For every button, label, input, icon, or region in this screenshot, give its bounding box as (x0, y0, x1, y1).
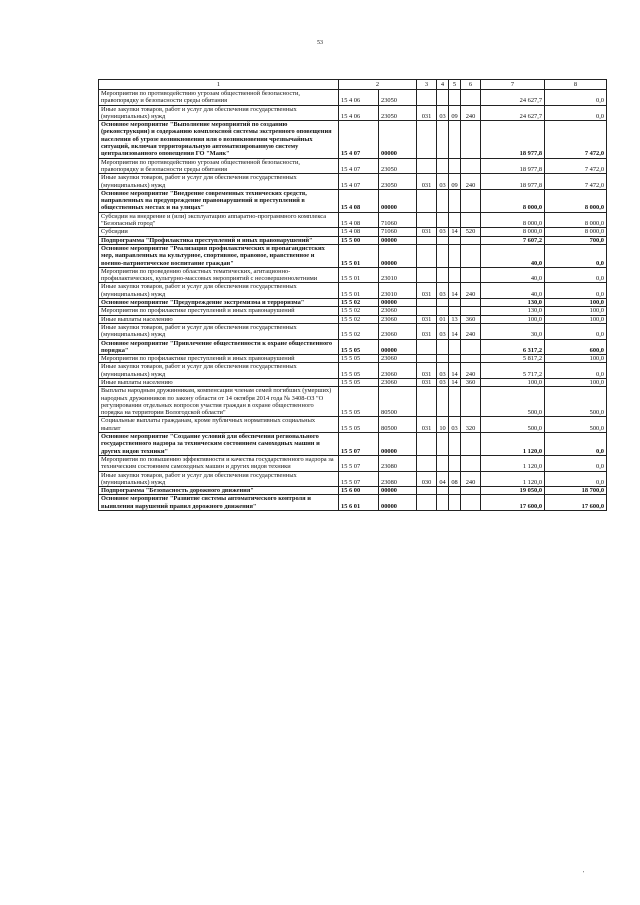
cell-c7: 100,0 (481, 378, 545, 386)
table-row (99, 323, 607, 339)
cell-c3 (417, 121, 437, 158)
cell-c4 (437, 433, 449, 456)
cell-c3 (417, 355, 437, 363)
cell-name: Основное мероприятие "Предупреждение экстремизма и терроризма" (99, 299, 339, 307)
cell-c5 (449, 158, 461, 174)
cell-num: 23050 (379, 90, 417, 106)
header-cell: 6 (461, 80, 481, 90)
cell-c8: 100,0 (545, 307, 607, 315)
cell-name: Мероприятия по профилактике преступлений и иных правонарушений (99, 355, 339, 363)
cell-c4 (437, 299, 449, 307)
cell-code: 15 5 05 (339, 363, 379, 379)
cell-c6 (461, 90, 481, 106)
cell-c4 (437, 487, 449, 495)
cell-c5: 13 (449, 315, 461, 323)
cell-c7: 130,0 (481, 299, 545, 307)
cell-name: Иные закупки товаров, работ и услуг для обеспечения государственных (муниципальных) нужд (99, 363, 339, 379)
cell-num: 00000 (379, 121, 417, 158)
cell-num: 23050 (379, 174, 417, 190)
cell-name: Иные закупки товаров, работ и услуг для обеспечения государственных (муниципальных) нужд (99, 105, 339, 121)
cell-num: 00000 (379, 244, 417, 267)
cell-c3: 031 (417, 105, 437, 121)
table-row (99, 228, 607, 236)
cell-name: Иные закупки товаров, работ и услуг для обеспечения государственных (муниципальных) нужд (99, 283, 339, 299)
cell-code: 15 5 05 (339, 339, 379, 355)
cell-c6: 240 (461, 105, 481, 121)
cell-name: Основное мероприятие "Выполнение мероприятий по созданию (реконструкции) и содержанию комплексной системы экстренного оповещения населения об угрозе возникновения или о возникновении чрезвычайных ситуаций, включая территориальную автоматизированную систему централизованного оповещения ГО "Маяк" (99, 121, 339, 158)
cell-c3: 031 (417, 417, 437, 433)
cell-c7: 19 050,0 (481, 487, 545, 495)
cell-c8: 8 000,0 (545, 228, 607, 236)
cell-c8: 100,0 (545, 355, 607, 363)
cell-num: 71060 (379, 228, 417, 236)
cell-code: 15 5 02 (339, 315, 379, 323)
cell-num: 23060 (379, 315, 417, 323)
cell-num: 23050 (379, 158, 417, 174)
cell-c5 (449, 307, 461, 315)
header-cell: 7 (481, 80, 545, 90)
table-row (99, 433, 607, 456)
cell-c8: 0,0 (545, 323, 607, 339)
cell-c3: 031 (417, 174, 437, 190)
cell-c3: 031 (417, 363, 437, 379)
cell-code: 15 4 08 (339, 212, 379, 228)
cell-code: 15 4 08 (339, 189, 379, 212)
cell-c8: 500,0 (545, 387, 607, 417)
cell-c4: 03 (437, 174, 449, 190)
cell-num: 23080 (379, 471, 417, 487)
header-cell: 5 (449, 80, 461, 90)
header-cell: 1 (99, 80, 339, 90)
cell-c5 (449, 339, 461, 355)
cell-c3 (417, 189, 437, 212)
cell-name: Основное мероприятие "Развитие системы автоматического контроля и выявления нарушений правил дорожного движения" (99, 495, 339, 511)
cell-code: 15 4 06 (339, 105, 379, 121)
cell-c3 (417, 495, 437, 511)
table-row (99, 212, 607, 228)
cell-c4: 03 (437, 378, 449, 386)
cell-num: 00000 (379, 339, 417, 355)
cell-c6: 240 (461, 323, 481, 339)
cell-c5: 14 (449, 363, 461, 379)
cell-c3 (417, 90, 437, 106)
cell-code: 15 5 05 (339, 387, 379, 417)
cell-c7: 100,0 (481, 315, 545, 323)
cell-num: 23080 (379, 455, 417, 471)
cell-c6: 520 (461, 228, 481, 236)
cell-code: 15 5 05 (339, 378, 379, 386)
cell-c3: 031 (417, 283, 437, 299)
cell-c5: 03 (449, 417, 461, 433)
cell-c6 (461, 236, 481, 244)
table-row (99, 471, 607, 487)
cell-c8: 0,0 (545, 455, 607, 471)
table-row (99, 90, 607, 106)
cell-num: 00000 (379, 433, 417, 456)
cell-c8: 8 000,0 (545, 212, 607, 228)
cell-c6 (461, 189, 481, 212)
cell-c3 (417, 236, 437, 244)
cell-c5: 09 (449, 105, 461, 121)
cell-code: 15 5 05 (339, 355, 379, 363)
cell-c5 (449, 189, 461, 212)
cell-c5: 08 (449, 471, 461, 487)
cell-c7: 8 000,0 (481, 228, 545, 236)
cell-c6 (461, 487, 481, 495)
cell-c4: 03 (437, 363, 449, 379)
cell-c5 (449, 121, 461, 158)
table-row (99, 455, 607, 471)
cell-c7: 1 120,0 (481, 455, 545, 471)
cell-c5 (449, 299, 461, 307)
cell-c3 (417, 487, 437, 495)
cell-c8: 7 472,0 (545, 121, 607, 158)
table-row (99, 174, 607, 190)
cell-c8: 600,0 (545, 339, 607, 355)
cell-num: 23010 (379, 267, 417, 283)
cell-code: 15 5 02 (339, 307, 379, 315)
cell-c7: 1 120,0 (481, 471, 545, 487)
cell-c5: 14 (449, 283, 461, 299)
cell-c6 (461, 387, 481, 417)
cell-name: Иные закупки товаров, работ и услуг для обеспечения государственных (муниципальных) нужд (99, 471, 339, 487)
cell-c6 (461, 433, 481, 456)
cell-c4 (437, 158, 449, 174)
cell-name: Мероприятия по противодействию угрозам общественной безопасности, правопорядку и безопасности среды обитания (99, 158, 339, 174)
table-row (99, 158, 607, 174)
cell-c5 (449, 433, 461, 456)
table-row (99, 267, 607, 283)
cell-c8: 100,0 (545, 378, 607, 386)
cell-c3: 031 (417, 323, 437, 339)
cell-c4: 03 (437, 228, 449, 236)
cell-c5 (449, 212, 461, 228)
cell-c8: 8 000,0 (545, 189, 607, 212)
table-row (99, 307, 607, 315)
cell-c7: 130,0 (481, 307, 545, 315)
cell-c8: 18 700,0 (545, 487, 607, 495)
cell-c6: 240 (461, 363, 481, 379)
table-row (99, 363, 607, 379)
cell-c3 (417, 267, 437, 283)
header-cell: 4 (437, 80, 449, 90)
cell-c7: 6 317,2 (481, 339, 545, 355)
table-row (99, 417, 607, 433)
cell-name: Подпрограмма "Профилактика преступлений и иных правонарушений" (99, 236, 339, 244)
cell-c4 (437, 189, 449, 212)
cell-num: 80500 (379, 387, 417, 417)
cell-c3 (417, 339, 437, 355)
cell-c8: 7 472,0 (545, 174, 607, 190)
cell-c4 (437, 212, 449, 228)
cell-num: 23060 (379, 363, 417, 379)
cell-name: Выплаты народным дружинникам, компенсации членам семей погибших (умерших) народных дружинников по закону области от 14 октября 2014 года № 3408-ОЗ "О регулировании отдельных вопросов участия граждан в охране общественного порядка на территории Вологодской области" (99, 387, 339, 417)
cell-c3 (417, 244, 437, 267)
table-row (99, 315, 607, 323)
cell-c6: 360 (461, 315, 481, 323)
cell-c4: 03 (437, 323, 449, 339)
cell-c7: 24 627,7 (481, 105, 545, 121)
cell-code: 15 4 06 (339, 90, 379, 106)
cell-c3 (417, 299, 437, 307)
cell-c7: 1 120,0 (481, 433, 545, 456)
cell-c7: 5 717,2 (481, 363, 545, 379)
cell-c5 (449, 244, 461, 267)
cell-name: Мероприятия по противодействию угрозам общественной безопасности, правопорядку и безопасности среды обитания (99, 90, 339, 106)
cell-name: Иные закупки товаров, работ и услуг для обеспечения государственных (муниципальных) нужд (99, 323, 339, 339)
cell-c8: 0,0 (545, 105, 607, 121)
cell-c5 (449, 90, 461, 106)
cell-name: Социальные выплаты гражданам, кроме публичных нормативных социальных выплат (99, 417, 339, 433)
cell-c8: 0,0 (545, 471, 607, 487)
cell-c7: 7 607,2 (481, 236, 545, 244)
cell-c6: 240 (461, 174, 481, 190)
cell-c4 (437, 267, 449, 283)
cell-code: 15 5 07 (339, 433, 379, 456)
cell-c7: 40,0 (481, 283, 545, 299)
cell-name: Основное мероприятие "Привлечение общественности к охране общественного порядка" (99, 339, 339, 355)
cell-c4 (437, 236, 449, 244)
cell-c4 (437, 387, 449, 417)
cell-c6 (461, 495, 481, 511)
cell-num: 00000 (379, 495, 417, 511)
page-number: 53 (317, 40, 323, 46)
cell-c6 (461, 121, 481, 158)
cell-c8: 100,0 (545, 315, 607, 323)
cell-c8: 17 600,0 (545, 495, 607, 511)
cell-c5 (449, 387, 461, 417)
cell-code: 15 4 07 (339, 121, 379, 158)
cell-name: Основное мероприятие "Создание условий для обеспечения регионального государственного надзора за техническим состоянием самоходных машин и других видов техники" (99, 433, 339, 456)
cell-c7: 8 000,0 (481, 189, 545, 212)
cell-c3 (417, 433, 437, 456)
cell-c4: 01 (437, 315, 449, 323)
cell-c4: 03 (437, 283, 449, 299)
cell-code: 15 5 05 (339, 417, 379, 433)
cell-num: 00000 (379, 487, 417, 495)
cell-c5 (449, 495, 461, 511)
cell-c6 (461, 355, 481, 363)
table-row (99, 299, 607, 307)
cell-num: 00000 (379, 189, 417, 212)
cell-c4 (437, 307, 449, 315)
cell-c5: 14 (449, 323, 461, 339)
cell-name: Основное мероприятие "Реализация профилактических и пропагандистских мер, направленных на культурное, спортивное, правовое, нравственное и военно-патриотическое воспитание граждан" (99, 244, 339, 267)
cell-c5 (449, 236, 461, 244)
table-row (99, 487, 607, 495)
cell-c7: 18 977,8 (481, 174, 545, 190)
cell-c7: 500,0 (481, 387, 545, 417)
cell-c5: 14 (449, 378, 461, 386)
cell-code: 15 5 00 (339, 236, 379, 244)
cell-c3 (417, 158, 437, 174)
cell-c7: 8 000,0 (481, 212, 545, 228)
cell-c8: 0,0 (545, 90, 607, 106)
cell-c3 (417, 387, 437, 417)
table-row (99, 387, 607, 417)
cell-num: 23060 (379, 307, 417, 315)
budget-table (98, 79, 607, 511)
cell-code: 15 5 02 (339, 299, 379, 307)
cell-name: Иные выплаты населению (99, 315, 339, 323)
table-row (99, 495, 607, 511)
cell-c8: 0,0 (545, 267, 607, 283)
cell-name: Основное мероприятие "Внедрение современных технических средств, направленных на предупреждение правонарушений и преступлений в общественных местах и на улицах" (99, 189, 339, 212)
table-row (99, 236, 607, 244)
cell-num: 00000 (379, 236, 417, 244)
cell-num: 00000 (379, 299, 417, 307)
cell-c4 (437, 121, 449, 158)
cell-c8: 700,0 (545, 236, 607, 244)
table-row (99, 105, 607, 121)
cell-c4 (437, 355, 449, 363)
table-row (99, 189, 607, 212)
cell-c6 (461, 267, 481, 283)
cell-c5: 09 (449, 174, 461, 190)
cell-code: 15 5 01 (339, 283, 379, 299)
cell-c7: 40,0 (481, 244, 545, 267)
cell-c7: 5 817,2 (481, 355, 545, 363)
cell-num: 80500 (379, 417, 417, 433)
cell-c5 (449, 455, 461, 471)
cell-name: Иные выплаты населению (99, 378, 339, 386)
cell-c4 (437, 455, 449, 471)
cell-c7: 500,0 (481, 417, 545, 433)
cell-c6 (461, 455, 481, 471)
cell-c5 (449, 487, 461, 495)
cell-c7: 24 627,7 (481, 90, 545, 106)
cell-c8: 500,0 (545, 417, 607, 433)
header-cell: 8 (545, 80, 607, 90)
cell-c3 (417, 212, 437, 228)
cell-name: Подпрограмма "Безопасность дорожного движения" (99, 487, 339, 495)
cell-c7: 30,0 (481, 323, 545, 339)
table-row (99, 121, 607, 158)
cell-num: 71060 (379, 212, 417, 228)
cell-c6: 240 (461, 471, 481, 487)
cell-c4 (437, 244, 449, 267)
table-header-row (99, 80, 607, 90)
table-row (99, 339, 607, 355)
cell-code: 15 4 07 (339, 174, 379, 190)
cell-code: 15 6 01 (339, 495, 379, 511)
cell-c8: 0,0 (545, 363, 607, 379)
cell-num: 23060 (379, 355, 417, 363)
cell-c7: 17 600,0 (481, 495, 545, 511)
cell-c4: 10 (437, 417, 449, 433)
cell-c8: 100,0 (545, 299, 607, 307)
cell-c5 (449, 355, 461, 363)
cell-c6: 360 (461, 378, 481, 386)
cell-c6 (461, 299, 481, 307)
corner-mark: ' (582, 871, 584, 877)
cell-c6 (461, 244, 481, 267)
header-cell: 2 (339, 80, 417, 90)
cell-c3: 031 (417, 378, 437, 386)
cell-num: 23060 (379, 378, 417, 386)
cell-name: Мероприятия по повышению эффективности и качества государственного надзора за техническим состоянием самоходных машин и других видов техники (99, 455, 339, 471)
cell-c8: 7 472,0 (545, 158, 607, 174)
cell-c5: 14 (449, 228, 461, 236)
cell-name: Мероприятия по профилактике преступлений и иных правонарушений (99, 307, 339, 315)
cell-name: Субсидии на внедрение и (или) эксплуатацию аппаратно-программного комплекса "Безопасный город" (99, 212, 339, 228)
cell-name: Иные закупки товаров, работ и услуг для обеспечения государственных (муниципальных) нужд (99, 174, 339, 190)
cell-c7: 18 977,8 (481, 158, 545, 174)
cell-c5 (449, 267, 461, 283)
cell-c6 (461, 158, 481, 174)
cell-c6: 240 (461, 283, 481, 299)
cell-c3: 031 (417, 228, 437, 236)
cell-c4 (437, 495, 449, 511)
cell-c3: 031 (417, 315, 437, 323)
cell-c3 (417, 455, 437, 471)
cell-c3 (417, 307, 437, 315)
cell-code: 15 5 07 (339, 471, 379, 487)
cell-c8: 0,0 (545, 433, 607, 456)
cell-c6 (461, 339, 481, 355)
cell-code: 15 6 00 (339, 487, 379, 495)
cell-c6 (461, 212, 481, 228)
cell-name: Мероприятия по проведению областных тематических, агитационно-профилактических, культурно-массовых мероприятий с несовершеннолетними (99, 267, 339, 283)
header-cell: 3 (417, 80, 437, 90)
cell-code: 15 4 07 (339, 158, 379, 174)
cell-c7: 18 977,8 (481, 121, 545, 158)
cell-num: 23010 (379, 283, 417, 299)
table-row (99, 283, 607, 299)
cell-c6 (461, 307, 481, 315)
cell-code: 15 5 01 (339, 244, 379, 267)
cell-c4: 03 (437, 105, 449, 121)
cell-code: 15 5 01 (339, 267, 379, 283)
table-row (99, 244, 607, 267)
cell-c4 (437, 339, 449, 355)
cell-code: 15 5 02 (339, 323, 379, 339)
cell-c3: 030 (417, 471, 437, 487)
cell-c6: 320 (461, 417, 481, 433)
cell-code: 15 5 07 (339, 455, 379, 471)
cell-c8: 0,0 (545, 244, 607, 267)
cell-num: 23060 (379, 323, 417, 339)
cell-c4 (437, 90, 449, 106)
cell-c4: 04 (437, 471, 449, 487)
table-row (99, 378, 607, 386)
cell-c7: 40,0 (481, 267, 545, 283)
cell-code: 15 4 08 (339, 228, 379, 236)
cell-num: 23050 (379, 105, 417, 121)
cell-c8: 0,0 (545, 283, 607, 299)
cell-name: Субсидии (99, 228, 339, 236)
table-row (99, 355, 607, 363)
